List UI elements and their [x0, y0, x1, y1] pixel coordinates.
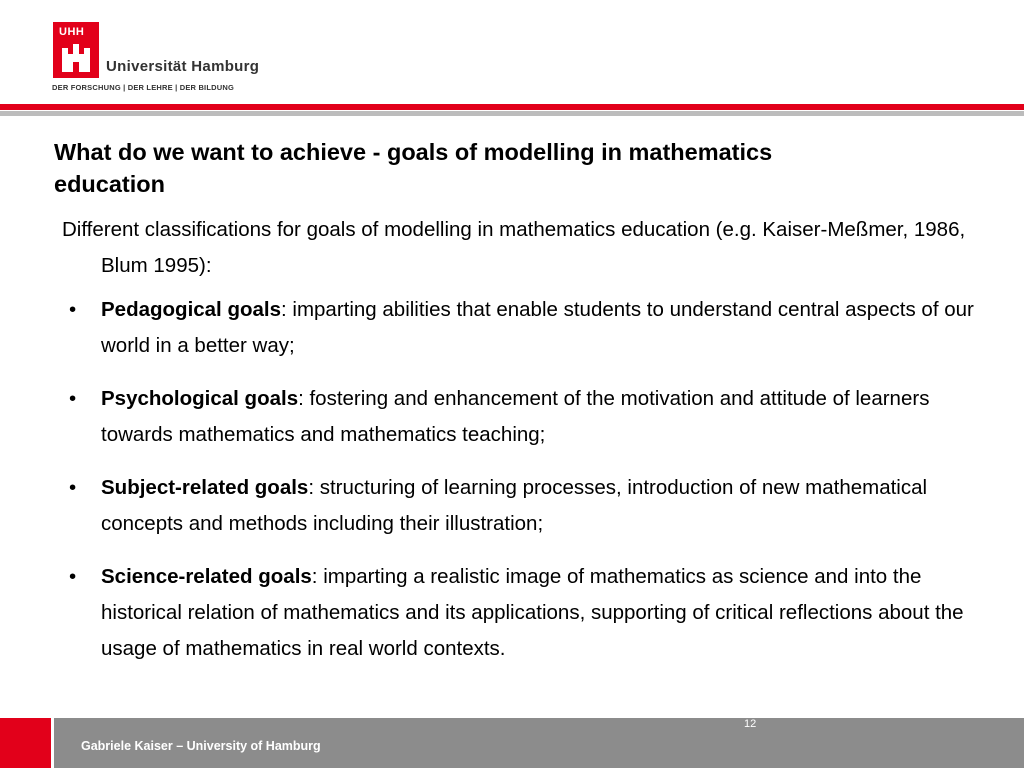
- bullet-icon: •: [69, 298, 77, 321]
- goal-description: : structuring of learning processes, introduction of new mathematical concepts and methods including their illustration;: [101, 476, 928, 535]
- bullet-icon: •: [69, 387, 77, 410]
- goal-description: : fostering and enhancement of the motivation and attitude of learners towards mathematics and mathematics teaching;: [101, 387, 930, 446]
- goals-list: [62, 292, 997, 667]
- goal-term: Subject-related goals: [101, 476, 309, 499]
- goal-description: : imparting abilities that enable students to understand central aspects of our world in a better way;: [101, 298, 974, 357]
- goal-term: Pedagogical goals: [101, 298, 281, 321]
- university-tagline: DER FORSCHUNG | DER LEHRE | DER BILDUNG: [52, 83, 235, 92]
- logo-mark-text: UHH: [59, 26, 85, 38]
- list-item: [62, 292, 997, 364]
- bullet-icon: •: [69, 476, 77, 499]
- university-name: Universität Hamburg: [106, 58, 260, 75]
- page-number: 12: [744, 718, 757, 730]
- header-stripe-grey: [0, 111, 1024, 116]
- list-item: [62, 381, 997, 453]
- slide-body: [62, 212, 997, 684]
- intro-paragraph: Different classifications for goals of modelling in mathematics education (e.g. Kaiser-Meßmer, 1986, Blum 1995):: [62, 218, 966, 277]
- goal-term: Science-related goals: [101, 565, 312, 588]
- header-stripe-red: [0, 104, 1024, 110]
- castle-icon: [58, 42, 94, 74]
- footer-red-block: [0, 718, 51, 768]
- list-item: [62, 470, 997, 542]
- bullet-icon: •: [69, 565, 77, 588]
- footer-author: Gabriele Kaiser – University of Hamburg: [81, 739, 321, 753]
- slide-title: What do we want to achieve - goals of modelling in mathematics education: [54, 139, 773, 197]
- list-item: [62, 559, 997, 667]
- goal-description: : imparting a realistic image of mathematics as science and into the historical relation of mathematics and its applications, supporting of critical reflections about the usage of mathematics in real world contexts.: [101, 565, 964, 660]
- logo-mark: [53, 22, 99, 78]
- goal-term: Psychological goals: [101, 387, 299, 410]
